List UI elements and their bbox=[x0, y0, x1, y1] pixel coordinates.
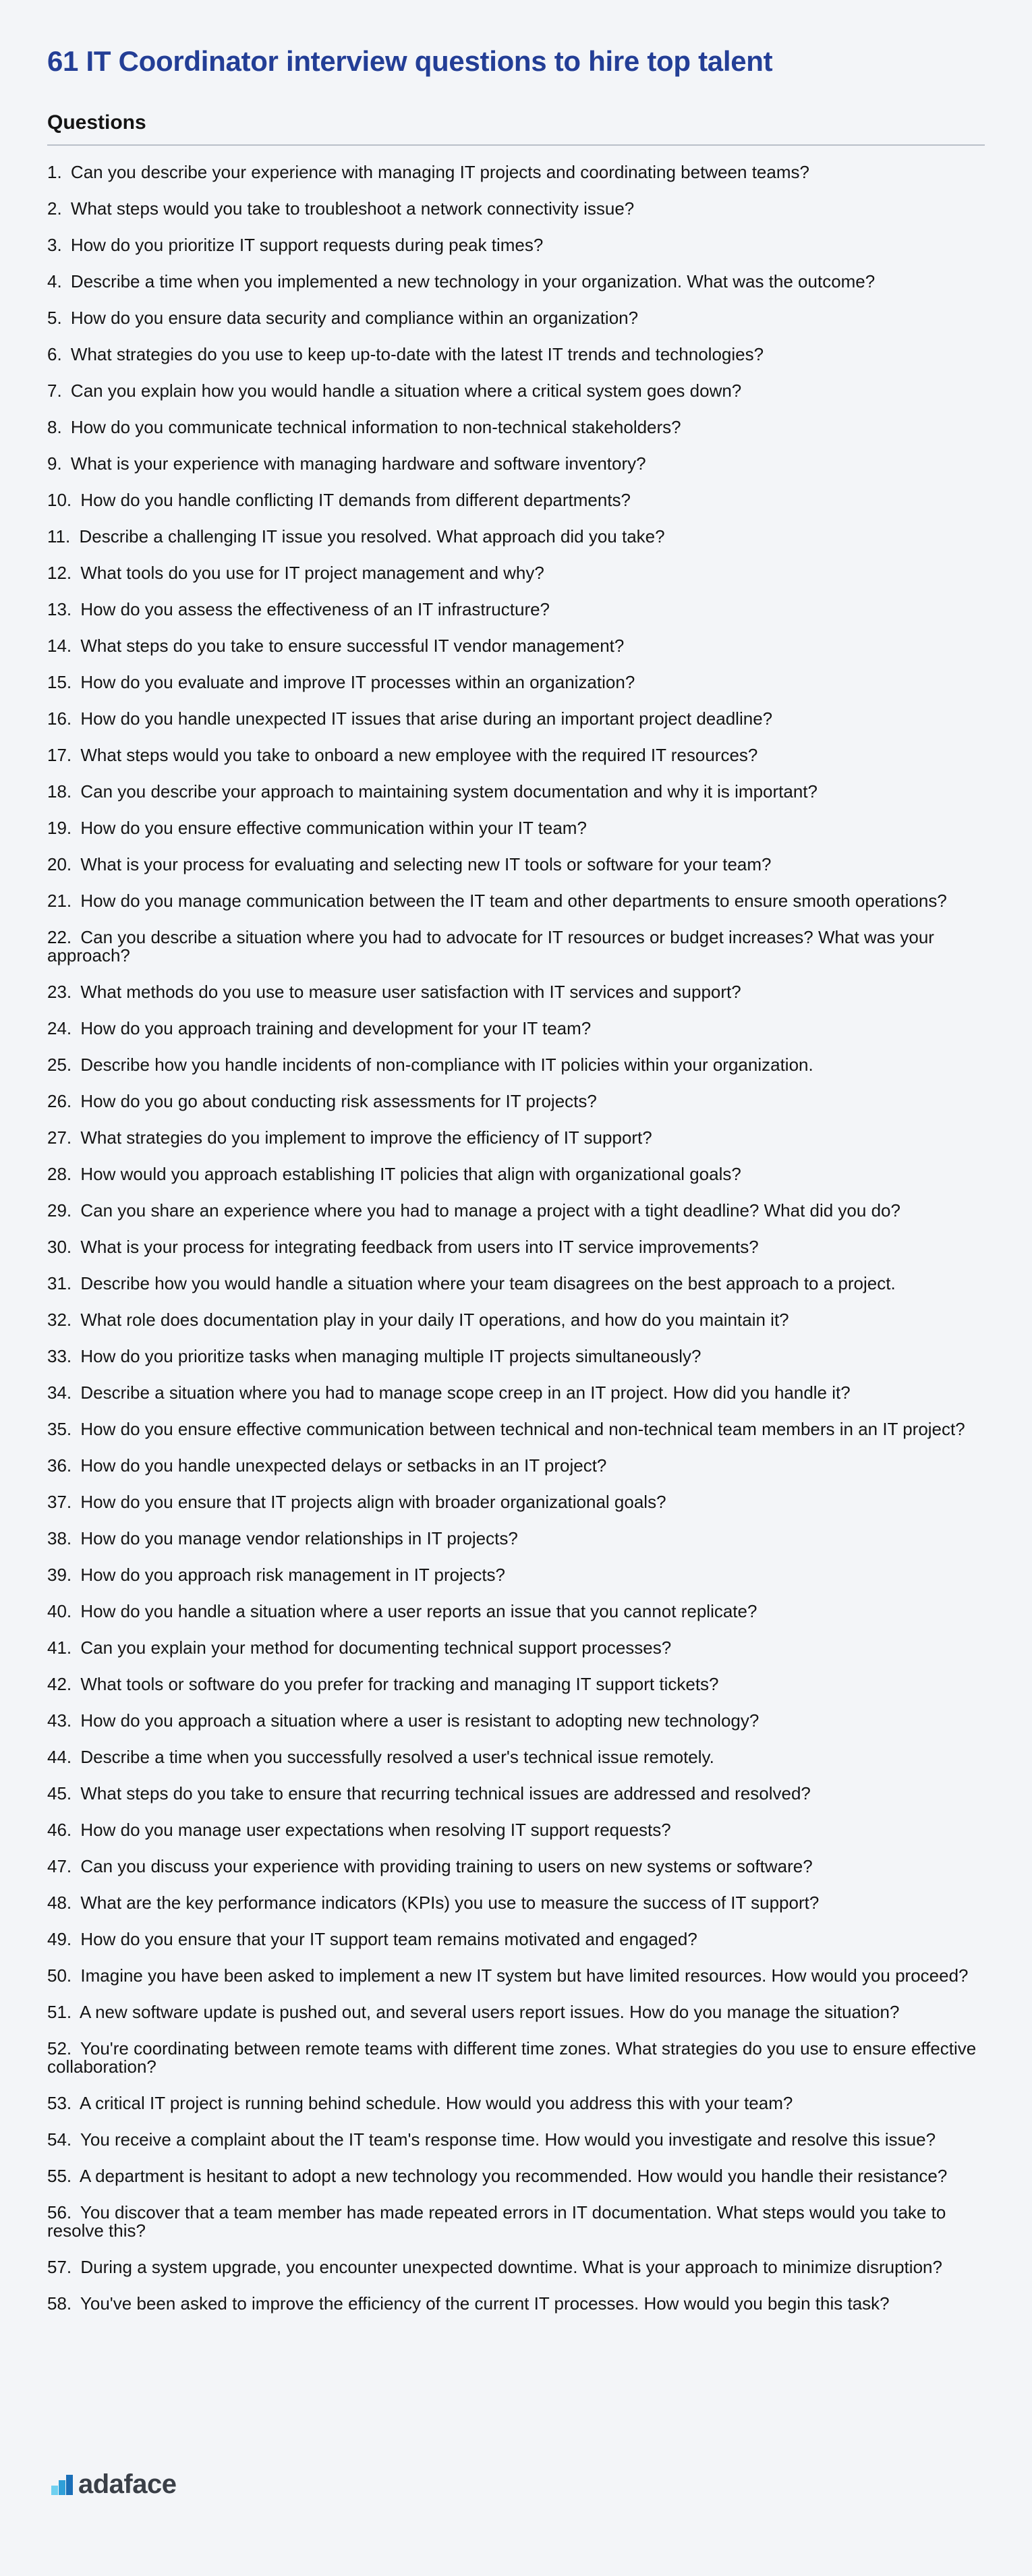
question-text: What strategies do you use to keep up-to-date with the latest IT trends and technologies? bbox=[70, 344, 764, 364]
question-list bbox=[47, 163, 985, 2313]
question-text: What steps would you take to onboard a new employee with the required IT resources? bbox=[80, 745, 758, 765]
list-item bbox=[47, 637, 985, 655]
page-title: 61 IT Coordinator interview questions to hire top talent bbox=[47, 45, 773, 77]
list-item bbox=[47, 2003, 985, 2021]
list-item bbox=[47, 418, 985, 437]
question-number: 55. bbox=[47, 2166, 72, 2186]
list-item bbox=[47, 1894, 985, 1912]
question-number: 47. bbox=[47, 1856, 72, 1876]
question-number: 13. bbox=[47, 599, 72, 619]
list-item bbox=[47, 491, 985, 509]
question-number: 29. bbox=[47, 1200, 72, 1221]
question-text: What is your experience with managing hardware and software inventory? bbox=[70, 453, 646, 474]
question-number: 12. bbox=[47, 563, 72, 583]
question-text: How do you ensure that your IT support team remains motivated and engaged? bbox=[80, 1929, 697, 1949]
list-item bbox=[47, 345, 985, 364]
list-item bbox=[47, 382, 985, 400]
question-text: Can you describe your experience with managing IT projects and coordinating between teams? bbox=[70, 162, 809, 182]
list-item bbox=[47, 1457, 985, 1475]
question-number: 5. bbox=[47, 308, 62, 328]
question-number: 34. bbox=[47, 1382, 72, 1403]
question-text: What is your process for integrating feedback from users into IT service improvements? bbox=[80, 1237, 759, 1257]
question-number: 41. bbox=[47, 1637, 72, 1658]
list-item bbox=[47, 1347, 985, 1366]
list-item bbox=[47, 1275, 985, 1293]
question-text: What is your process for evaluating and selecting new IT tools or software for your team? bbox=[80, 854, 772, 874]
list-item bbox=[47, 2258, 985, 2276]
question-number: 24. bbox=[47, 1018, 72, 1038]
question-text: How do you handle conflicting IT demands from different departments? bbox=[80, 490, 631, 510]
list-item bbox=[47, 1930, 985, 1949]
question-number: 36. bbox=[47, 1455, 72, 1476]
question-number: 32. bbox=[47, 1310, 72, 1330]
question-text: How do you handle unexpected delays or setbacks in an IT project? bbox=[80, 1455, 607, 1476]
question-text: How do you go about conducting risk assessments for IT projects? bbox=[80, 1091, 597, 1111]
question-text: What strategies do you implement to improve the efficiency of IT support? bbox=[80, 1127, 652, 1148]
question-text: Imagine you have been asked to implement a new IT system but have limited resources. How would you proceed? bbox=[80, 1965, 969, 1986]
list-item bbox=[47, 1311, 985, 1329]
question-text: Can you share an experience where you had to manage a project with a tight deadline? What did you do? bbox=[80, 1200, 900, 1221]
question-text: What tools or software do you prefer for tracking and managing IT support tickets? bbox=[80, 1674, 719, 1694]
question-number: 43. bbox=[47, 1710, 72, 1731]
list-item bbox=[47, 1530, 985, 1548]
footer bbox=[51, 2469, 176, 2499]
list-item bbox=[47, 2094, 985, 2112]
question-number: 31. bbox=[47, 1273, 72, 1293]
question-number: 38. bbox=[47, 1528, 72, 1548]
question-text: Describe how you would handle a situation where your team disagrees on the best approach to a project. bbox=[80, 1273, 896, 1293]
question-number: 52. bbox=[47, 2038, 72, 2059]
list-item bbox=[47, 455, 985, 473]
list-item bbox=[47, 856, 985, 874]
question-number: 21. bbox=[47, 891, 72, 911]
question-text: Describe a time when you implemented a new technology in your organization. What was the outcome? bbox=[70, 271, 876, 291]
question-number: 28. bbox=[47, 1164, 72, 1184]
questions-section bbox=[47, 109, 985, 2313]
list-item bbox=[47, 1566, 985, 1584]
question-text: Can you describe a situation where you had to advocate for IT resources or budget increases? What was your approach? bbox=[47, 927, 934, 965]
list-item bbox=[47, 783, 985, 801]
section-heading: Questions bbox=[47, 109, 985, 146]
question-text: How do you prioritize tasks when managing multiple IT projects simultaneously? bbox=[80, 1346, 701, 1366]
list-item bbox=[47, 2204, 985, 2240]
question-number: 58. bbox=[47, 2293, 72, 2314]
list-item bbox=[47, 983, 985, 1001]
list-item bbox=[47, 309, 985, 327]
question-text: A new software update is pushed out, and several users report issues. How do you manage the situation? bbox=[79, 2002, 900, 2022]
question-text: How do you handle unexpected IT issues that arise during an important project deadline? bbox=[80, 708, 773, 729]
list-item bbox=[47, 1493, 985, 1511]
question-number: 49. bbox=[47, 1929, 72, 1949]
question-number: 4. bbox=[47, 271, 62, 291]
list-item bbox=[47, 1748, 985, 1766]
list-item bbox=[47, 892, 985, 910]
question-text: How do you prioritize IT support requests during peak times? bbox=[70, 235, 544, 255]
brand-name[interactable]: adaface bbox=[78, 2469, 177, 2499]
question-number: 10. bbox=[47, 490, 72, 510]
question-text: Describe a time when you successfully resolved a user's technical issue remotely. bbox=[80, 1747, 714, 1767]
question-number: 7. bbox=[47, 381, 62, 401]
question-number: 11. bbox=[47, 526, 71, 547]
question-text: What are the key performance indicators (KPIs) you use to measure the success of IT support? bbox=[80, 1893, 820, 1913]
list-item bbox=[47, 600, 985, 619]
question-text: How do you ensure effective communication within your IT team? bbox=[80, 818, 587, 838]
question-text: How do you assess the effectiveness of an IT infrastructure? bbox=[80, 599, 550, 619]
question-number: 42. bbox=[47, 1674, 72, 1694]
question-number: 48. bbox=[47, 1893, 72, 1913]
question-text: What tools do you use for IT project management and why? bbox=[80, 563, 544, 583]
question-number: 37. bbox=[47, 1492, 72, 1512]
question-text: How do you manage user expectations when resolving IT support requests? bbox=[80, 1820, 671, 1840]
question-number: 22. bbox=[47, 927, 72, 947]
list-item bbox=[47, 819, 985, 837]
question-number: 17. bbox=[47, 745, 72, 765]
question-number: 16. bbox=[47, 708, 72, 729]
list-item bbox=[47, 2167, 985, 2185]
question-text: A department is hesitant to adopt a new technology you recommended. How would you handle their resistance? bbox=[79, 2166, 948, 2186]
list-item bbox=[47, 1675, 985, 1693]
question-number: 40. bbox=[47, 1601, 72, 1621]
list-item bbox=[47, 710, 985, 728]
question-text: How do you approach risk management in IT projects? bbox=[80, 1565, 506, 1585]
question-number: 45. bbox=[47, 1783, 72, 1803]
question-text: What steps do you take to ensure that recurring technical issues are addressed and resolved? bbox=[80, 1783, 811, 1803]
question-text: How do you ensure data security and compliance within an organization? bbox=[70, 308, 639, 328]
list-item bbox=[47, 1019, 985, 1038]
list-item bbox=[47, 746, 985, 764]
list-item bbox=[47, 1384, 985, 1402]
list-item bbox=[47, 1420, 985, 1438]
question-number: 1. bbox=[47, 162, 62, 182]
question-text: How do you manage vendor relationships in IT projects? bbox=[80, 1528, 518, 1548]
question-number: 54. bbox=[47, 2129, 72, 2150]
list-item bbox=[47, 1238, 985, 1256]
question-number: 23. bbox=[47, 982, 72, 1002]
question-text: You discover that a team member has made repeated errors in IT documentation. What steps would you take to resolve this? bbox=[47, 2202, 946, 2241]
list-item bbox=[47, 2131, 985, 2149]
list-item bbox=[47, 1056, 985, 1074]
question-number: 39. bbox=[47, 1565, 72, 1585]
list-item bbox=[47, 273, 985, 291]
question-number: 9. bbox=[47, 453, 62, 474]
question-number: 35. bbox=[47, 1419, 72, 1439]
list-item bbox=[47, 1129, 985, 1147]
list-item bbox=[47, 1785, 985, 1803]
question-text: During a system upgrade, you encounter unexpected downtime. What is your approach to minimize disruption? bbox=[80, 2257, 942, 2277]
question-text: How do you handle a situation where a user reports an issue that you cannot replicate? bbox=[80, 1601, 757, 1621]
question-number: 30. bbox=[47, 1237, 72, 1257]
question-text: How do you evaluate and improve IT processes within an organization? bbox=[80, 672, 635, 692]
question-number: 2. bbox=[47, 198, 62, 219]
list-item bbox=[47, 2295, 985, 2313]
question-number: 20. bbox=[47, 854, 72, 874]
question-text: You receive a complaint about the IT team's response time. How would you investigate and resolve this issue? bbox=[80, 2129, 936, 2150]
question-number: 15. bbox=[47, 672, 72, 692]
list-item bbox=[47, 1092, 985, 1111]
question-text: Describe a challenging IT issue you resolved. What approach did you take? bbox=[79, 526, 665, 547]
question-text: Can you describe your approach to maintaining system documentation and why it is important? bbox=[80, 781, 818, 802]
list-item bbox=[47, 1967, 985, 1985]
question-number: 46. bbox=[47, 1820, 72, 1840]
list-item bbox=[47, 673, 985, 692]
question-number: 8. bbox=[47, 417, 62, 437]
list-item bbox=[47, 1639, 985, 1657]
question-number: 53. bbox=[47, 2093, 72, 2113]
question-text: Can you discuss your experience with providing training to users on new systems or software? bbox=[80, 1856, 813, 1876]
list-item bbox=[47, 564, 985, 582]
question-text: What role does documentation play in your daily IT operations, and how do you maintain it? bbox=[80, 1310, 789, 1330]
question-text: How do you communicate technical information to non-technical stakeholders? bbox=[70, 417, 681, 437]
question-text: How do you approach a situation where a user is resistant to adopting new technology? bbox=[80, 1710, 759, 1731]
question-text: A critical IT project is running behind schedule. How would you address this with your team? bbox=[79, 2093, 793, 2113]
question-number: 26. bbox=[47, 1091, 72, 1111]
question-number: 19. bbox=[47, 818, 72, 838]
question-text: What steps do you take to ensure successful IT vendor management? bbox=[80, 636, 625, 656]
list-item bbox=[47, 1821, 985, 1839]
question-number: 3. bbox=[47, 235, 62, 255]
question-number: 56. bbox=[47, 2202, 72, 2222]
question-text: How would you approach establishing IT policies that align with organizational goals? bbox=[80, 1164, 741, 1184]
list-item bbox=[47, 1165, 985, 1183]
list-item bbox=[47, 1857, 985, 1876]
question-number: 50. bbox=[47, 1965, 72, 1986]
question-number: 44. bbox=[47, 1747, 72, 1767]
list-item bbox=[47, 1602, 985, 1621]
question-number: 25. bbox=[47, 1055, 72, 1075]
question-text: How do you approach training and development for your IT team? bbox=[80, 1018, 592, 1038]
question-text: Can you explain your method for documenting technical support processes? bbox=[80, 1637, 672, 1658]
question-text: Describe a situation where you had to manage scope creep in an IT project. How did you handle it? bbox=[80, 1382, 851, 1403]
question-number: 27. bbox=[47, 1127, 72, 1148]
list-item bbox=[47, 1712, 985, 1730]
question-text: How do you ensure effective communication between technical and non-technical team members in an IT project? bbox=[80, 1419, 965, 1439]
question-number: 57. bbox=[47, 2257, 72, 2277]
question-text: You've been asked to improve the efficiency of the current IT processes. How would you begin this task? bbox=[80, 2293, 890, 2314]
question-number: 6. bbox=[47, 344, 62, 364]
question-number: 51. bbox=[47, 2002, 72, 2022]
adaface-bars-icon bbox=[51, 2473, 73, 2495]
list-item bbox=[47, 2040, 985, 2076]
list-item bbox=[47, 163, 985, 181]
list-item bbox=[47, 528, 985, 546]
question-number: 14. bbox=[47, 636, 72, 656]
list-item bbox=[47, 236, 985, 254]
question-text: Describe how you handle incidents of non-compliance with IT policies within your organization. bbox=[80, 1055, 813, 1075]
question-text: You're coordinating between remote teams with different time zones. What strategies do you use to ensure effective collaboration? bbox=[47, 2038, 977, 2077]
question-number: 18. bbox=[47, 781, 72, 802]
question-text: How do you ensure that IT projects align with broader organizational goals? bbox=[80, 1492, 666, 1512]
question-text: What methods do you use to measure user satisfaction with IT services and support? bbox=[80, 982, 741, 1002]
list-item bbox=[47, 928, 985, 965]
question-number: 33. bbox=[47, 1346, 72, 1366]
question-text: How do you manage communication between the IT team and other departments to ensure smooth operations? bbox=[80, 891, 947, 911]
list-item bbox=[47, 200, 985, 218]
list-item bbox=[47, 1202, 985, 1220]
question-text: Can you explain how you would handle a situation where a critical system goes down? bbox=[70, 381, 742, 401]
question-text: What steps would you take to troubleshoot a network connectivity issue? bbox=[70, 198, 635, 219]
